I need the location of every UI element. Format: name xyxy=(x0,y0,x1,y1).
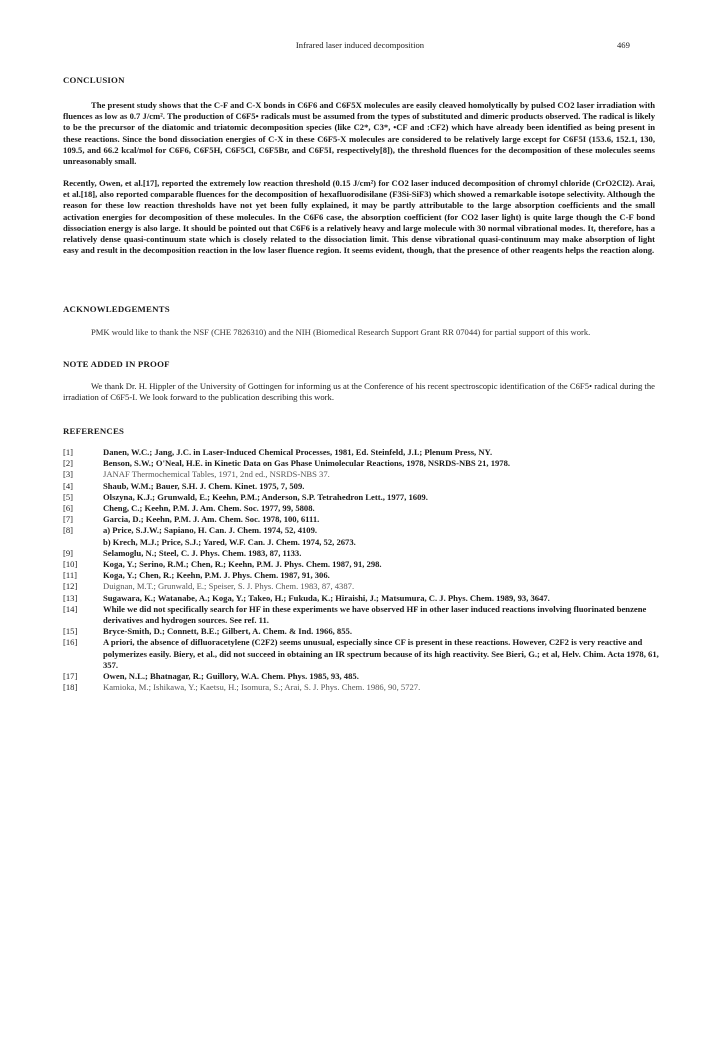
reference-text: Bryce-Smith, D.; Connett, B.E.; Gilbert, A. Chem. & Ind. 1966, 855. xyxy=(103,626,352,637)
reference-item xyxy=(63,492,663,503)
reference-text: A priori, the absence of difluoracetylene (C2F2) seems unusual, especially since CF is present in these reactions. However, C2F2 is very reactive and polymerizes easily. Biery, et al., did not succeed in obtaining an IR spectrum because of its high reactivity. See Bieri, G.; et al, Helv. Chim. Acta 1978, 61, 357. xyxy=(103,637,659,670)
reference-item xyxy=(63,514,663,525)
reference-item xyxy=(63,458,663,469)
reference-number: [9] xyxy=(63,547,74,558)
conclusion-paragraph-1: The present study shows that the C-F and C-X bonds in C6F6 and C6F5X molecules are easily cleaved homolytically by pulsed CO2 laser irradiation with fluences as low as 0.7 J/cm². The production of C6F5• radicals must be assumed from the types of substituted and dimeric products observed. The radical is likely to be the precursor of the diatomic and triatomic decomposition species (like C2*, C3*, •CF and :CF2) which have already been identified as being present in these reactions. Since the bond dissociation energies of C-X in these C6F5-X molecules are considered to be relatively large except for C6F5I (153.6, 152.1, 130, 109.5, and 66.2 kcal/mol for C6F6, C6F5H, C6F5Cl, C6F5Br, and C6F5I, respectively[8]), the threshold fluences for the decomposition of these molecules seems unreasonably small. xyxy=(63,100,655,167)
note-added-text: We thank Dr. H. Hippler of the University of Gottingen for informing us at the Conference of his recent spectroscopic identification of the C6F5• radical during the irradiation of C6F5-I. We look forward to the publication describing this work. xyxy=(63,381,655,403)
reference-text: Duignan, M.T.; Grunwald, E.; Speiser, S. J. Phys. Chem. 1983, 87, 4387. xyxy=(103,581,355,592)
reference-item xyxy=(63,626,663,637)
reference-text: While we did not specifically search for HF in these experiments we have observed HF in other laser induced reactions involving fluorinated benzene derivatives and hydrogen sources. See ref. 11. xyxy=(103,603,647,626)
reference-text: JANAF Thermochemical Tables, 1971, 2nd ed., NSRDS-NBS 37. xyxy=(103,469,330,480)
reference-number: [11] xyxy=(63,570,77,581)
reference-item xyxy=(63,525,663,547)
reference-number: [3] xyxy=(63,469,74,480)
reference-item xyxy=(63,469,663,480)
reference-number: [13] xyxy=(63,592,78,603)
reference-text: Koga, Y.; Serino, R.M.; Chen, R.; Keehn, P.M. J. Phys. Chem. 1987, 91, 298. xyxy=(103,559,382,570)
reference-text: Sugawara, K.; Watanabe, A.; Koga, Y.; Takeo, H.; Fukuda, K.; Hiraishi, J.; Matsumura, C. J. Phys. Chem. 1989, 93, 3647. xyxy=(103,592,550,603)
reference-number: [17] xyxy=(63,671,78,682)
reference-text: Selamoglu, N.; Steel, C. J. Phys. Chem. 1983, 87, 1133. xyxy=(103,547,302,558)
reference-text: Benson, S.W.; O'Neal, H.E. in Kinetic Data on Gas Phase Unimolecular Reactions, 1978, NSRDS-NBS 21, 1978. xyxy=(103,458,511,469)
reference-number: [2] xyxy=(63,458,74,469)
reference-text: Owen, N.L.; Bhatnagar, R.; Guillory, W.A. Chem. Phys. 1985, 93, 485. xyxy=(103,671,359,682)
reference-number: [7] xyxy=(63,514,74,525)
reference-text: Shaub, W.M.; Bauer, S.H. J. Chem. Kinet. 1975, 7, 509. xyxy=(103,480,305,491)
running-title: Infrared laser induced decomposition xyxy=(295,40,425,50)
reference-number: [1] xyxy=(63,447,74,457)
reference-number: [10] xyxy=(63,559,78,570)
reference-number: [8] xyxy=(63,525,74,536)
reference-item xyxy=(63,604,663,626)
note-added-heading: NOTE ADDED IN PROOF xyxy=(63,359,170,369)
reference-text: Danen, W.C.; Jang, J.C. in Laser-Induced Chemical Processes, 1981, Ed. Steinfeld, J.I.; Plenum Press, NY. xyxy=(103,447,493,457)
reference-item xyxy=(63,503,663,514)
reference-item xyxy=(63,671,663,682)
reference-item xyxy=(63,570,663,581)
reference-item xyxy=(63,593,663,604)
reference-number: [18] xyxy=(63,682,78,693)
reference-text: Koga, Y.; Chen, R.; Keehn, P.M. J. Phys. Chem. 1987, 91, 306. xyxy=(103,570,330,581)
reference-number: [4] xyxy=(63,480,74,491)
conclusion-paragraph-2: Recently, Owen, et al.[17], reported the extremely low reaction threshold (0.15 J/cm²) for CO2 laser induced decomposition of chromyl chloride (CrO2Cl2). Arai, et al.[18], also reported comparable fluences for the decomposition of hexafluorodisilane (F3Si-SiF3) which showed a remarkable isotope selectivity. Although the reason for these low reaction thresholds have not yet been fully explained, it may be partly attributable to the large absorption coefficients and the small activation energies for decomposition of these molecules. In the C6F6 case, the absorption coefficient (for CO2 laser light) is quite large though the C-F bond dissociation energy is also large. It should be pointed out that C6F6 is a relatively heavy and large molecule with 30 normal vibrational modes. It, therefore, has a relatively dense quasi-continuum state which is closely related to the dissociation limit. This dense vibrational quasi-continuum may make absorption of light easy and result in the decomposition reaction in the low laser fluence region. It seems evident, though, that the presence of other reagents helps the reaction along. xyxy=(63,178,655,256)
reference-item xyxy=(63,559,663,570)
reference-number: [14] xyxy=(63,603,78,614)
reference-text: a) Price, S.J.W.; Sapiano, H. Can. J. Chem. 1974, 52, 4109. xyxy=(103,525,318,536)
page-number: 469 xyxy=(617,40,630,50)
reference-item xyxy=(63,548,663,559)
reference-number: [16] xyxy=(63,637,78,648)
reference-text-block xyxy=(103,525,663,547)
references-heading: REFERENCES xyxy=(63,426,125,436)
reference-number: [6] xyxy=(63,503,74,514)
reference-item xyxy=(63,447,663,458)
reference-item xyxy=(63,682,663,693)
reference-text: Garcia, D.; Keehn, P.M. J. Am. Chem. Soc. 1978, 100, 6111. xyxy=(103,514,320,525)
reference-text: Olszyna, K.J.; Grunwald, E.; Keehn, P.M.; Anderson, S.P. Tetrahedron Lett., 1977, 1609. xyxy=(103,491,428,502)
acknowledgements-heading: ACKNOWLEDGEMENTS xyxy=(63,304,170,314)
reference-number: [15] xyxy=(63,626,78,637)
reference-text: Cheng, C.; Keehn, P.M. J. Am. Chem. Soc. 1977, 99, 5808. xyxy=(103,503,315,514)
references-list xyxy=(63,447,663,693)
reference-text: Kamioka, M.; Ishikawa, Y.; Kaetsu, H.; Isomura, S.; Arai, S. J. Phys. Chem. 1986, 90, 5727. xyxy=(103,682,421,693)
reference-item xyxy=(63,637,663,671)
reference-number: [12] xyxy=(63,581,78,592)
reference-number: [5] xyxy=(63,491,74,502)
reference-item xyxy=(63,581,663,592)
conclusion-heading: CONCLUSION xyxy=(63,75,125,85)
reference-text-2: b) Krech, M.J.; Price, S.J.; Yared, W.F. Can. J. Chem. 1974, 52, 2673. xyxy=(103,536,356,547)
acknowledgements-text: PMK would like to thank the NSF (CHE 7826310) and the NIH (Biomedical Research Support Grant RR 07044) for partial support of this work. xyxy=(91,327,591,337)
reference-item xyxy=(63,481,663,492)
